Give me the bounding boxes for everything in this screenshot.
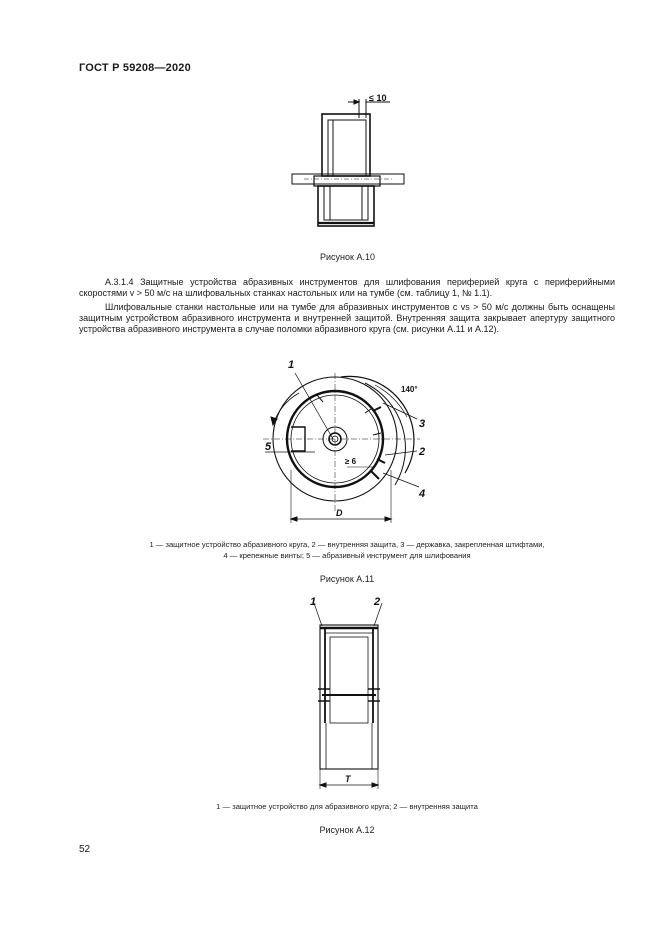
dimension-label: ≤ 10 xyxy=(369,93,387,103)
a11-label-1: 1 xyxy=(288,359,295,371)
gap-label: ≥ 6 xyxy=(345,457,357,466)
figure-a10-caption: Рисунок А.10 xyxy=(320,252,375,262)
paragraph-a314: А.3.1.4 Защитные устройства абразивных инструментов для шлифования периферией круга с периферийными скоростями v > 50 м/с на шлифовальных станках настольных или на тумбе (см. таблицу 1, № 1.1). xyxy=(79,277,615,299)
figure-a10-drawing xyxy=(280,90,415,235)
a12-label-2: 2 xyxy=(374,596,381,608)
page-number: 52 xyxy=(79,844,91,855)
figure-a11-caption: Рисунок А.11 xyxy=(319,574,375,584)
paragraph-grinders: Шлифовальные станки настольные или на тумбе для абразивных инструментов с vs > 50 м/с должны быть оснащены защитным устройством абразивного инструмента и внутренней защитой. Внутренняя защита закрывает апертуру защитного устройства абразивного инструмента в случае поломки абразивного круга (см. рисунки А.11 и А.12). xyxy=(79,302,615,335)
document-header: ГОСТ Р 59208—2020 xyxy=(79,62,191,74)
a11-label-2: 2 xyxy=(419,446,426,458)
a11-label-4: 4 xyxy=(419,488,426,500)
a12-label-1: 1 xyxy=(310,596,317,608)
a11-label-5: 5 xyxy=(265,441,272,453)
a11-label-3: 3 xyxy=(419,418,426,430)
figure-a11-drawing xyxy=(255,355,445,530)
angle-label: 140° xyxy=(401,385,418,394)
figure-a11-legend-line2: 4 — крепежные винты; 5 — абразивный инструмент для шлифования xyxy=(223,551,471,560)
figure-a12-caption: Рисунок А.12 xyxy=(319,825,375,835)
figure-a12-legend: 1 — защитное устройство для абразивного круга; 2 — внутренняя защита xyxy=(216,802,478,811)
width-label: T xyxy=(345,774,351,784)
figure-a11-legend-line1: 1 — защитное устройство абразивного круга, 2 — внутренняя защита, 3 — державка, закрепленная штифтами, xyxy=(149,540,545,549)
figure-a12-drawing xyxy=(300,593,395,793)
diameter-label: D xyxy=(336,508,343,518)
